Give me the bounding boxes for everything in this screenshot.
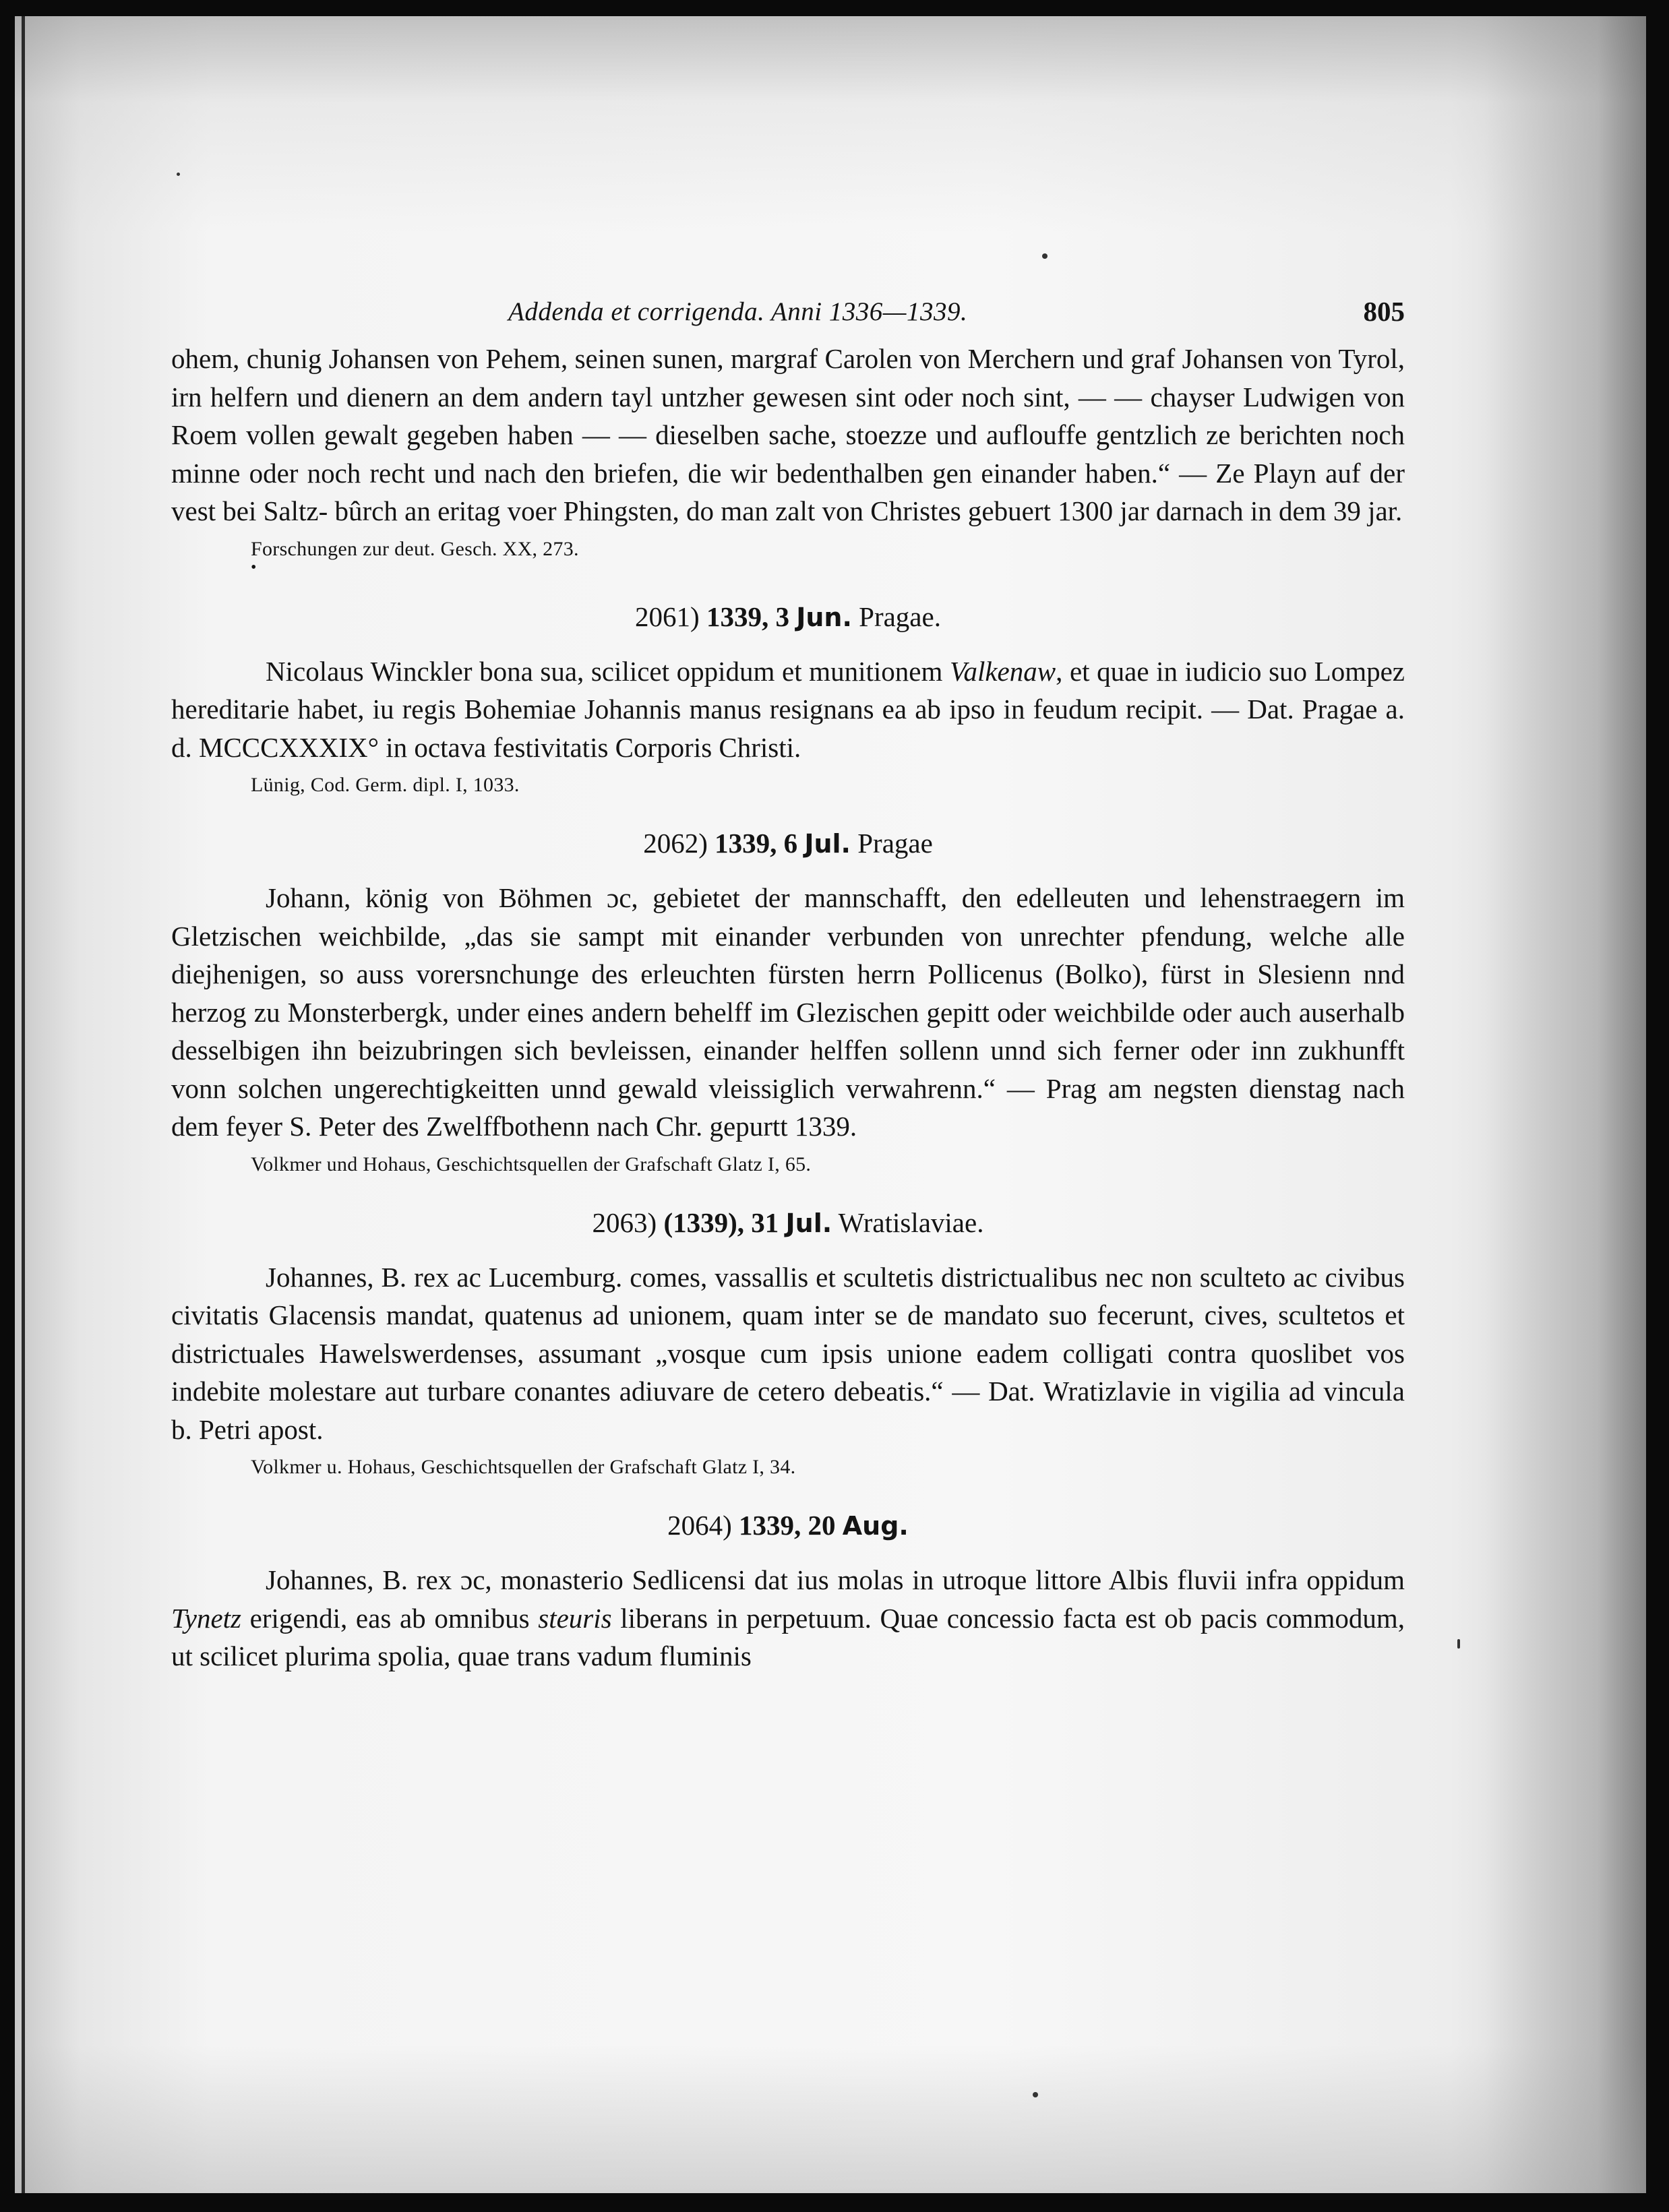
intro-line: sache, stoezze und auflouffe gentzlich ze berichten noch minne oder noch recht und nach den xyxy=(171,419,1405,489)
ink-speck xyxy=(1033,2092,1038,2097)
ink-speck xyxy=(177,173,180,176)
entry-number: 2062) xyxy=(643,828,708,859)
intro-source: Forschungen zur deut. Gesch. XX, 273. xyxy=(251,537,579,560)
entry-date: 1339, 3 xyxy=(706,601,789,632)
entry-number: 2063) xyxy=(592,1206,657,1238)
page-content xyxy=(171,286,1405,1676)
entry-source-2062: Volkmer und Hohaus, Geschichtsquellen der Grafschaft Glatz I, 65. xyxy=(251,1153,812,1175)
bullet-mark: • xyxy=(251,558,257,576)
scan-shadow-bottom xyxy=(15,2045,1646,2193)
entry-heading-2061 xyxy=(171,598,1405,636)
entry-text-part: Johannes, B. rex ɔc, monasterio Sedlicensi dat ius molas in utroque littore Albis fluvii infra oppidum xyxy=(266,1564,1405,1595)
entry-text-2063: Johannes, B. rex ac Lucemburg. comes, vassallis et scultetis districtualibus nec non sculteto ac civibus civitatis Glacensis mandat, quatenus ad unionem, quam inter se de mandato suo fecerunt, cives, scultetos et districtuales Hawelswerdenses, assumant „vosque cum ipsis unione eadem colligati contra quoslibet vos indebite molestare aut turbare conantes adiuvare de cetero debeatis.“ — Dat. Wratizlavie in vigilia ad vincula b. Petri apost. xyxy=(171,1261,1405,1445)
scan-shadow-top xyxy=(15,16,1646,232)
entry-text-2062: Johann, könig von Böhmen ɔc, gebietet der mannschafft, den edelleuten und lehenstraegern im Gletzischen weichbilde, „das sie sampt mit einander verbunden von unrechter pfendung, welche alle diejhenigen, so auss vorersnchunge des erleuchten fürsten herrn Pollicenus (Bolko), fürst in Slesienn nnd herzog zu Monsterbergk, under eines andern behelff im Glezischen gepitt oder weichbilde oder auch auserhalb desselbigen ihn beizubringen sich bevleissen, einander helffen sollenn unnd sich ferner oder inn zukhunfft vonn solchen ungerechtigkeitten unnd gewald vleissiglich verwahrenn.“ — Prag am negsten dienstag nach dem feyer S. Peter des Zwelffbothenn nach Chr. gepurtt 1339. xyxy=(171,882,1405,1142)
entry-italic-term: steuris xyxy=(538,1602,612,1634)
entry-text-part: erigendi, eas ab omnibus xyxy=(241,1602,539,1634)
entry-date: 1339, 20 xyxy=(739,1510,836,1541)
intro-line: briefen, die wir bedenthalben gen einander haben.“ — Ze Playn auf der vest bei Saltz- xyxy=(171,457,1405,526)
entry-month: Jul. xyxy=(804,829,851,859)
intro-line: ohem, chunig Johansen von Pehem, seinen sunen, margraf Carolen von Merchern und graf xyxy=(171,343,1176,374)
entry-text-part: , et quae in iudicio suo Lompez hereditarie habet, iu regis Bohemiae Johannis manus resignans ea ab ipso in feudum recipit. — Dat. Pragae a. d. MCCCXXXIX° in octava festivitatis Corporis Christi. xyxy=(171,655,1405,763)
scan-shadow-right xyxy=(1484,16,1646,2193)
entry-source-2063: Volkmer u. Hohaus, Geschichtsquellen der Grafschaft Glatz I, 34. xyxy=(251,1456,796,1478)
entry-italic-place: Valkenaw xyxy=(949,655,1056,687)
scanned-page xyxy=(15,16,1646,2193)
entry-month: Jun. xyxy=(796,602,852,632)
entry-date: 1339, 6 xyxy=(715,828,798,859)
running-header xyxy=(171,286,1405,340)
page-number: 805 xyxy=(1363,296,1405,327)
entry-text-part: liberans in perpetuum. Quae concessio facta est ob pacis commodum, ut scilicet plurima spolia, quae trans vadum fluminis xyxy=(171,1602,1405,1671)
entry-text-2064 xyxy=(171,1561,1405,1676)
entry-heading-2063 xyxy=(171,1204,1405,1242)
entry-month: Aug. xyxy=(842,1511,909,1541)
intro-paragraph xyxy=(171,340,1405,530)
entry-date: (1339), 31 xyxy=(663,1206,779,1238)
running-title: Addenda et corrigenda. Anni 1336—1339. xyxy=(508,297,968,326)
ink-speck xyxy=(1042,253,1048,259)
entry-place: Wratislaviae. xyxy=(838,1206,984,1238)
entry-heading-2062 xyxy=(171,824,1405,863)
entry-text-2061 xyxy=(171,652,1405,767)
intro-line: bûrch an eritag voer Phingsten, do man zalt von Christes gebuert 1300 jar darnach in dem xyxy=(334,495,1327,526)
entry-place: Pragae. xyxy=(859,601,941,632)
entry-place: Pragae xyxy=(857,828,933,859)
entry-heading-2064 xyxy=(171,1506,1405,1545)
ink-speck xyxy=(1457,1639,1460,1649)
entry-number: 2061) xyxy=(635,601,700,632)
entry-text-part: Nicolaus Winckler bona sua, scilicet oppidum et munitionem xyxy=(266,655,950,687)
entry-source-2061: Lünig, Cod. Germ. dipl. I, 1033. xyxy=(251,774,520,796)
intro-line: Johansen von Tyrol, irn helfern und dienern an dem andern tayl untzher gewesen sint oder xyxy=(171,343,1405,412)
entry-month: Jul. xyxy=(785,1208,832,1238)
entry-italic-place: Tynetz xyxy=(171,1602,242,1634)
page-edge-line xyxy=(22,16,25,2193)
intro-line: noch sint, — — chayser Ludwigen von Roem vollen gewalt gegeben haben — — dieselben xyxy=(171,381,1405,450)
entry-number: 2064) xyxy=(667,1510,732,1541)
intro-line: 39 jar. xyxy=(1333,495,1403,526)
